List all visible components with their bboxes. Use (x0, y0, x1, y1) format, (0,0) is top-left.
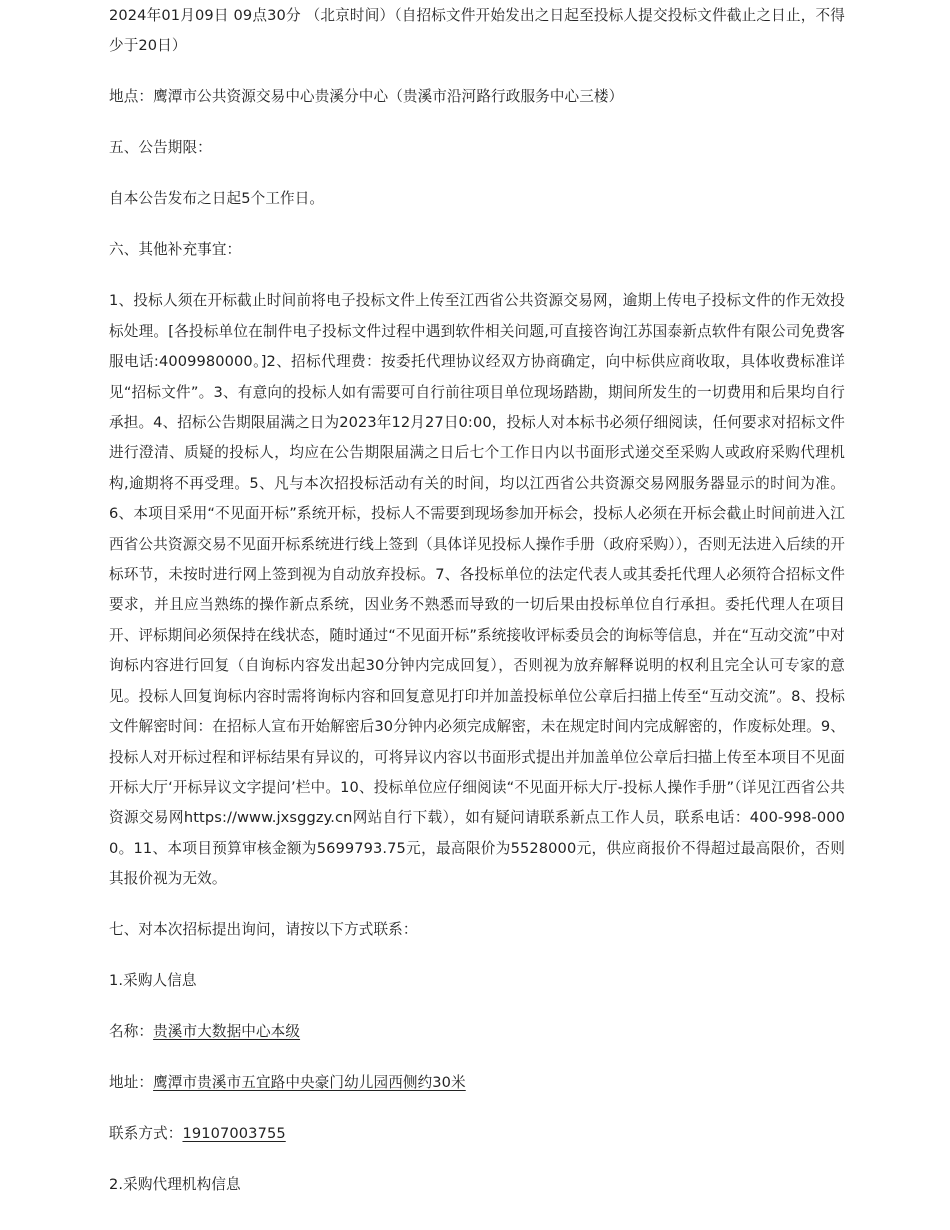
purchaser-contact-value: 19107003755 (182, 1125, 286, 1143)
purchaser-name-value: 贵溪市大数据中心本级 (153, 1023, 301, 1041)
purchaser-contact-label: 联系方式： (109, 1125, 183, 1143)
purchaser-name-label: 名称： (109, 1023, 154, 1041)
section-5-body: 自本公告发布之日起5个工作日。 (109, 190, 325, 208)
purchaser-name-line (109, 1017, 845, 1047)
purchaser-info-heading: 1.采购人信息 (109, 972, 197, 990)
purchaser-address-label: 地址： (109, 1074, 154, 1092)
section-7-heading: 七、对本次招标提出询问，请按以下方式联系： (109, 921, 418, 939)
bid-deadline-text: 2024年01月09日 09点30分 （北京时间）（自招标文件开始发出之日起至投标人提交投标文件截止之日止，不得少于20日） (109, 7, 845, 55)
location-value: 鹰潭市公共资源交易中心贵溪分中心（贵溪市沿河路行政服务中心三楼） (153, 88, 624, 106)
section-5-heading: 五、公告期限： (109, 139, 212, 157)
section-6-heading: 六、其他补充事宜： (109, 241, 242, 259)
section-6-body: 1、投标人须在开标截止时间前将电子投标文件上传至江西省公共资源交易网，逾期上传电子投标文件的作无效投标处理。[各投标单位在制件电子投标文件过程中遇到软件相关问题,可直接咨询江苏国泰新点软件有限公司免费客服电话:4009980000。]2、招标代理费：按委托代理协议经双方协商确定，向中标供应商收取，具体收费标准详见“招标文件”。3、有意向的投标人如有需要可自行前往项目单位现场踏勘，期间所发生的一切费用和后果均自行承担。4、招标公告期限届满之日为2023年12月27日0:00，投标人对本标书必须仔细阅读，任何要求对招标文件进行澄清、质疑的投标人，均应在公告期限届满之日后七个工作日内以书面形式递交至采购人或政府采购代理机构,逾期将不再受理。5、凡与本次招投标活动有关的时间，均以江西省公共资源交易网服务器显示的时间为准。6、本项目采用“不见面开标”系统开标，投标人不需要到现场参加开标会，投标人必须在开标会截止时间前进入江西省公共资源交易不见面开标系统进行线上签到（具体详见投标人操作手册（政府采购）），否则无法进入后续的开标环节，未按时进行网上签到视为自动放弃投标。7、各投标单位的法定代表人或其委托代理人必须符合招标文件要求，并且应当熟练的操作新点系统，因业务不熟悉而导致的一切后果由投标单位自行承担。委托代理人在项目开、评标期间必须保持在线状态，随时通过“不见面开标”系统接收评标委员会的询标等信息，并在“互动交流”中对询标内容进行回复（自询标内容发出起30分钟内完成回复），否则视为放弃解释说明的权利且完全认可专家的意见。投标人回复询标内容时需将询标内容和回复意见打印并加盖投标单位公章后扫描上传至“互动交流”。8、投标文件解密时间：在招标人宣布开始解密后30分钟内必须完成解密，未在规定时间内完成解密的，作废标处理。9、投标人对开标过程和评标结果有异议的，可将异议内容以书面形式提出并加盖单位公章后扫描上传至本项目不见面开标大厅‘开标异议文字提问’栏中。10、投标单位应仔细阅读“不见面开标大厅-投标人操作手册”（详见江西省公共资源交易网https://www.jxsggzy.cn网站自行下载），如有疑问请联系新点工作人员，联系电话：400-998-0000。11、本项目预算审核金额为5699793.75元，最高限价为5528000元，供应商报价不得超过最高限价，否则其报价视为无效。 (109, 292, 845, 888)
purchaser-address-value: 鹰潭市贵溪市五宜路中央豪门幼儿园西侧约30米 (153, 1074, 466, 1092)
location-label: 地点： (109, 88, 154, 106)
location-line (109, 82, 845, 112)
announcement-document (109, 0, 845, 1201)
agency-info-heading: 2.采购代理机构信息 (109, 1176, 241, 1194)
purchaser-contact-line (109, 1119, 845, 1149)
purchaser-address-line (109, 1068, 845, 1098)
